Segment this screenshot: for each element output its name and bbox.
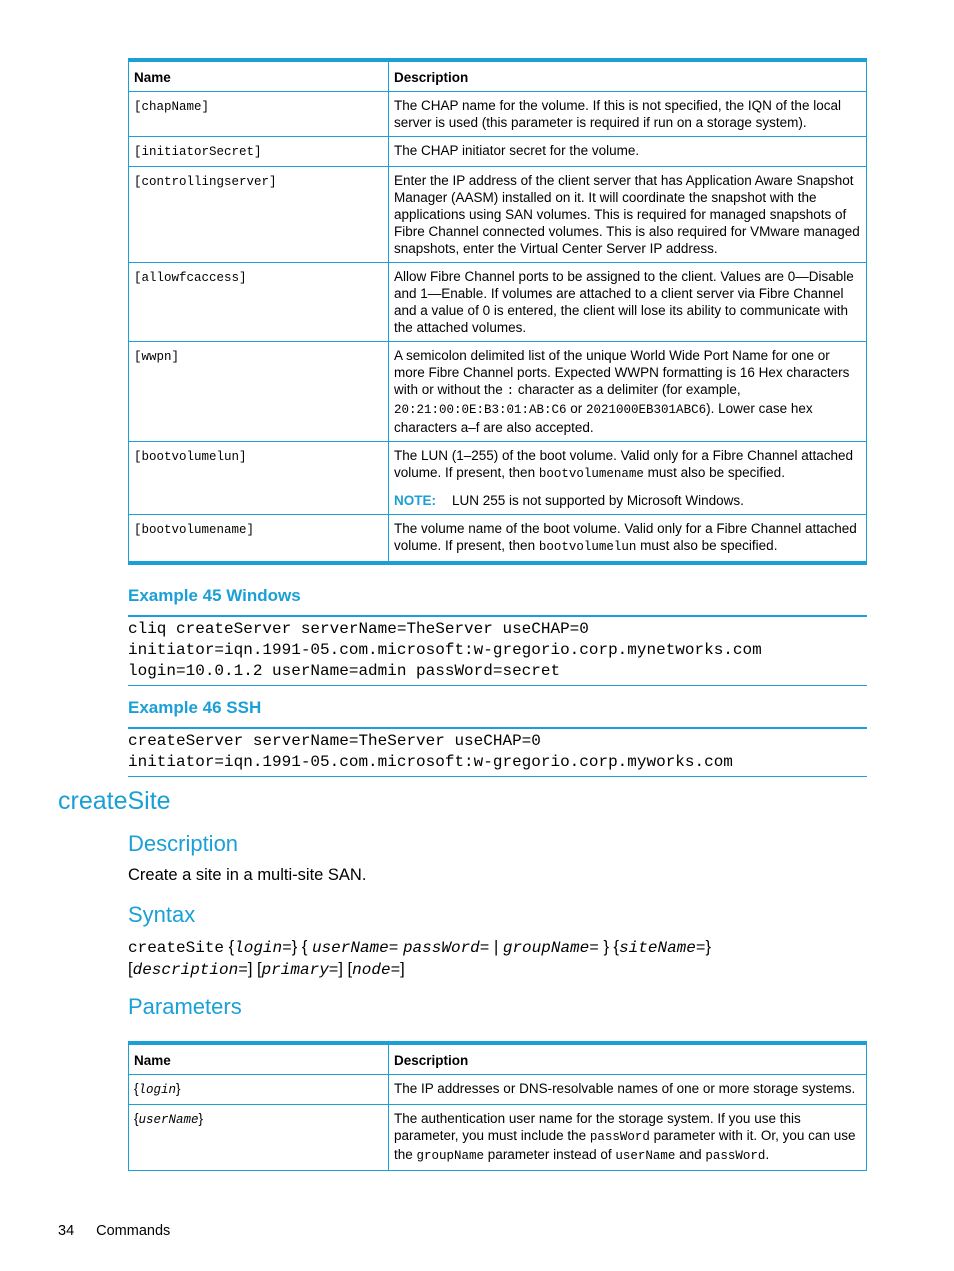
example-46-code: createServer serverName=TheServer useCHAP=0 initiator=iqn.1991-05.com.microsoft:w-gregorio.corp.myworks.com bbox=[128, 727, 867, 777]
param-description: Allow Fibre Channel ports to be assigned to the client. Values are 0—Disable and 1—Enable. If volumes are attached to a client server via Fibre Channel and a value of 0 is entered, the client will lose its ability to communicate with the attached volumes. bbox=[389, 263, 867, 342]
example-46-title: Example 46 SSH bbox=[128, 698, 262, 717]
param-name: [bootvolumelun] bbox=[129, 442, 389, 515]
parameters-table-continued bbox=[128, 58, 867, 565]
syntax-heading: Syntax bbox=[128, 902, 196, 927]
param-name: [initiatorSecret] bbox=[129, 137, 389, 167]
table-row bbox=[129, 442, 867, 515]
table-header-name: Name bbox=[129, 1043, 389, 1075]
param-description: The CHAP initiator secret for the volume. bbox=[389, 137, 867, 167]
note bbox=[394, 492, 861, 509]
param-description: The CHAP name for the volume. If this is not specified, the IQN of the local server is used (this parameter is required if run on a storage system). bbox=[389, 92, 867, 137]
table-row bbox=[129, 92, 867, 137]
table-row bbox=[129, 1105, 867, 1171]
page-footer bbox=[58, 1223, 192, 1239]
table-row bbox=[129, 137, 867, 167]
footer-section: Commands bbox=[96, 1223, 171, 1239]
param-name: [wwpn] bbox=[129, 342, 389, 442]
table-header-description: Description bbox=[389, 1043, 867, 1075]
param-name: [chapName] bbox=[129, 92, 389, 137]
page-number: 34 bbox=[58, 1223, 75, 1239]
table-row bbox=[129, 342, 867, 442]
param-description: The authentication user name for the storage system. If you use this parameter, you must include the passWord parameter with it. Or, you can use the groupName parameter instead of userName and passWord. bbox=[389, 1105, 867, 1171]
param-description: The IP addresses or DNS-resolvable names of one or more storage systems. bbox=[389, 1075, 867, 1105]
table-row bbox=[129, 167, 867, 263]
table-header-description: Description bbox=[389, 60, 867, 92]
note-label: NOTE: bbox=[394, 493, 436, 508]
param-name: {login} bbox=[129, 1075, 389, 1105]
table-row bbox=[129, 515, 867, 564]
param-name: [allowfcaccess] bbox=[129, 263, 389, 342]
section-title: createSite bbox=[58, 787, 171, 815]
parameters-heading: Parameters bbox=[128, 994, 242, 1019]
param-description: The LUN (1–255) of the boot volume. Valid only for a Fibre Channel attached volume. If present, then bootvolumename must also be specified. NOTE: LUN 255 is not supported by Microsoft Windows. bbox=[389, 442, 867, 515]
param-description: A semicolon delimited list of the unique World Wide Port Name for one or more Fibre Channel ports. Expected WWPN formatting is 16 Hex characters with or without the : character as a delimiter (for example, 20:21:00:0E:B3:01:AB:C6 or 2021000EB301ABC6). Lower case hex characters a–f are also accepted. bbox=[389, 342, 867, 442]
example-45-code: cliq createServer serverName=TheServer useCHAP=0 initiator=iqn.1991-05.com.microsoft:w-gregorio.corp.mynetworks.com login=10.0.1.2 userName=admin passWord=secret bbox=[128, 615, 867, 686]
table-header-name: Name bbox=[129, 60, 389, 92]
description-heading: Description bbox=[128, 831, 239, 856]
param-name: {userName} bbox=[129, 1105, 389, 1171]
param-name: [bootvolumename] bbox=[129, 515, 389, 564]
example-45-title: Example 45 Windows bbox=[128, 586, 301, 605]
syntax-block: createSite {login=} { userName= passWord= | groupName= } {siteName=} [description=] [primary=] [node=] bbox=[128, 938, 711, 979]
param-description: Enter the IP address of the client server that has Application Aware Snapshot Manager (AASM) installed on it. It will coordinate the snapshot with the applications using SAN volumes. This is required for managed snapshots of Fibre Channel connected volumes. This is also required for VMware managed snapshots, enter the Virtual Center Server IP address. bbox=[389, 167, 867, 263]
parameters-table bbox=[128, 1041, 867, 1171]
description-text: Create a site in a multi-site SAN. bbox=[128, 866, 367, 884]
param-description: The volume name of the boot volume. Valid only for a Fibre Channel attached volume. If present, then bootvolumelun must also be specified. bbox=[389, 515, 867, 564]
table-row bbox=[129, 1075, 867, 1105]
note-text: LUN 255 is not supported by Microsoft Windows. bbox=[452, 493, 744, 508]
table-row bbox=[129, 263, 867, 342]
param-name: [controllingserver] bbox=[129, 167, 389, 263]
